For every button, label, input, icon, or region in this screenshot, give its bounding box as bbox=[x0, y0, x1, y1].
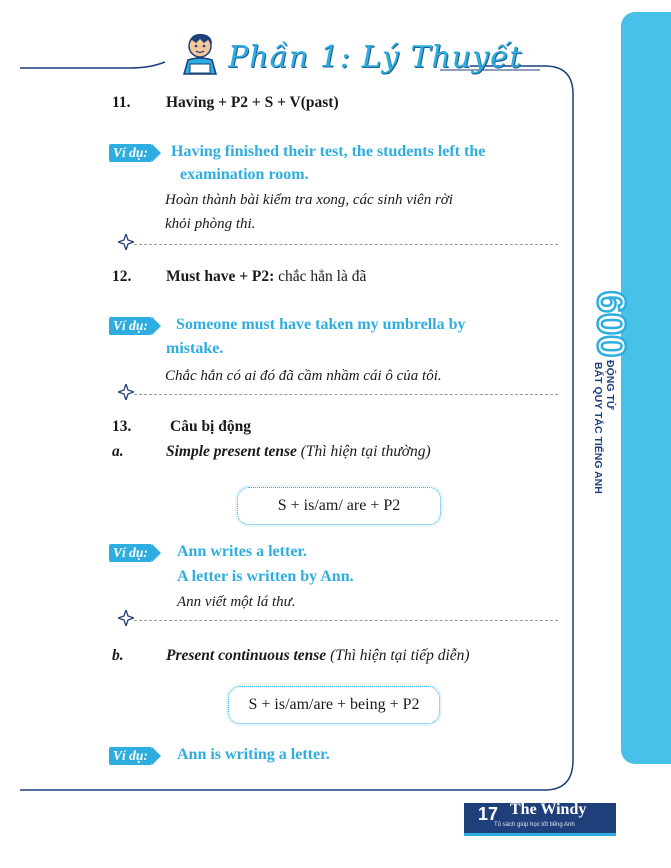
divider-star-icon bbox=[118, 384, 134, 400]
example-en-11-line1: Having finished their test, the students left the bbox=[171, 143, 486, 160]
sidebar-big-number: 600 bbox=[589, 290, 633, 358]
tense-b bbox=[166, 647, 470, 665]
tense-b-name: Present continuous tense bbox=[166, 647, 327, 664]
divider bbox=[134, 620, 558, 621]
example-en-12-line2: mistake. bbox=[166, 340, 224, 357]
example-badge-label: Ví dụ: bbox=[109, 144, 152, 162]
item-number-13: 13. bbox=[112, 418, 132, 435]
publisher-brand: The Windy bbox=[510, 801, 587, 818]
example-en-a-line1: Ann writes a letter. bbox=[177, 543, 308, 560]
badge-arrow-icon bbox=[152, 747, 161, 765]
badge-arrow-icon bbox=[152, 144, 161, 162]
example-badge bbox=[109, 316, 161, 336]
example-en-11-line2: examination room. bbox=[180, 166, 309, 183]
example-badge bbox=[109, 543, 161, 563]
section-title: Phần 1: Lý Thuyết bbox=[228, 40, 523, 75]
badge-arrow-icon bbox=[152, 317, 161, 335]
sidebar-line-2: BẤT QUY TẮC TIẾNG ANH bbox=[592, 362, 604, 494]
tense-a-vi: (Thì hiện tại thường) bbox=[296, 443, 431, 460]
divider-star-icon bbox=[118, 234, 134, 250]
formula-box-a: S + is/am/ are + P2 bbox=[237, 487, 441, 525]
formula-12-meaning: chắc hẳn là đã bbox=[274, 268, 367, 285]
example-en-a-line2: A letter is written by Ann. bbox=[177, 568, 354, 585]
example-en-b: Ann is writing a letter. bbox=[177, 746, 330, 763]
divider bbox=[134, 394, 558, 395]
tense-a bbox=[166, 443, 431, 461]
example-badge bbox=[109, 746, 161, 766]
tense-b-vi: (Thì hiện tại tiếp diễn) bbox=[326, 647, 470, 664]
formula-11: Having + P2 + S + V(past) bbox=[166, 94, 339, 111]
example-en-12-line1: Someone must have taken my umbrella by bbox=[176, 316, 466, 333]
formula-12-bold: Must have + P2: bbox=[166, 268, 275, 285]
example-badge-label: Ví dụ: bbox=[109, 544, 152, 562]
formula-12 bbox=[166, 268, 366, 286]
example-vi-a: Ann viết một lá thư. bbox=[177, 594, 296, 610]
example-badge-label: Ví dụ: bbox=[109, 317, 152, 335]
badge-arrow-icon bbox=[152, 544, 161, 562]
item-number-12: 12. bbox=[112, 268, 132, 285]
publisher-tagline: Tủ sách giúp học tốt tiếng Anh bbox=[494, 822, 575, 828]
tense-a-name: Simple present tense bbox=[166, 443, 297, 460]
section-13-title: Câu bị động bbox=[170, 418, 251, 435]
example-vi-11-line1: Hoàn thành bài kiểm tra xong, các sinh viên rời bbox=[165, 192, 453, 208]
example-badge-label: Ví dụ: bbox=[109, 747, 152, 765]
page-number: 17 bbox=[478, 804, 499, 824]
divider bbox=[134, 244, 558, 245]
item-number-11: 11. bbox=[112, 94, 131, 111]
formula-box-b: S + is/am/are + being + P2 bbox=[228, 686, 440, 724]
example-vi-11-line2: khỏi phòng thi. bbox=[165, 216, 256, 232]
item-letter-b: b. bbox=[112, 647, 124, 664]
example-vi-12: Chắc hẳn có ai đó đã cầm nhầm cái ô của tôi. bbox=[165, 368, 442, 384]
sidebar-line-1: ĐỘNG TỪ bbox=[604, 360, 616, 410]
mascot-icon bbox=[176, 30, 224, 76]
example-badge bbox=[109, 143, 161, 163]
item-letter-a: a. bbox=[112, 443, 124, 460]
footer-stripe bbox=[464, 833, 616, 836]
divider-star-icon bbox=[118, 610, 134, 626]
